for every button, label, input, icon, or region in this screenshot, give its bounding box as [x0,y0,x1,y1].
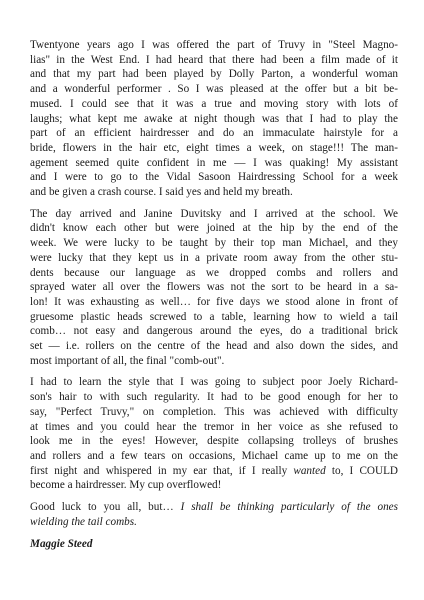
text-line: gruesome plastic heads screwed to a table, learning how to wield a tail [30,310,398,323]
text-segment: first night and whispered in my ear that, if I really [30,464,294,477]
text-line: say, "Perfect Truvy," on completion. This was achieved with difficulty [30,405,398,418]
text-line: son's hair to with such regularity. It had to be good enough for her to [30,391,398,404]
text-line: become a hairdresser. My cup overflowed! [30,479,222,492]
text-line: week. We were lucky to be taught by their top man Michael, and they [30,237,398,250]
text-line: bride, flowers in the hair etc, eight times a week, on stage!!! The man- [30,141,398,154]
text-line: agement seemed quite confident in me — I was quaking! My assistant [30,156,398,169]
paragraph-1 [30,38,398,200]
text-line: didn't know each other but were joined at the hip by the end of the [30,222,398,235]
signature: Maggie Steed [30,537,93,550]
text-line: dents because our language as we dropped combs and rollers and [30,266,398,279]
text-line: Twentyone years ago I was offered the part of Truvy in "Steel Magno- [30,39,398,51]
text-line: and that my part had been played by Dolly Parton, a wonderful woman [30,68,398,81]
letter-page [30,38,398,551]
paragraph-3 [30,375,398,493]
text-line: look me in the eyes! However, despite collapsing trolleys of brushes [30,435,398,448]
text-line: sprayed water all over the flowers was not the sort to be heard in a sa- [30,281,398,294]
emphasis-text: wielding the tail combs. [30,515,137,528]
emphasis-text: wanted [293,464,326,477]
text-line: and rollers and a few tears on occasions, Michael came up to me on the [30,449,398,462]
text-line: most important of all, the final "comb-out". [30,354,225,367]
paragraph-4 [30,500,398,529]
text-line: and be given a crash course. I said yes and held my breath. [30,186,293,199]
paragraph-2 [30,207,398,369]
text-segment: Good luck to you all, but… [30,501,181,514]
emphasis-text: I shall be thinking particularly of the ones [180,501,398,514]
text-line: and I were to go to the Vidal Sasoon Hairdressing School for a week [30,171,398,184]
text-line [30,515,398,530]
text-segment: to, I COULD [325,464,398,477]
text-line: The day arrived and Janine Duvitsky and I arrived at the school. We [30,207,398,220]
text-line [30,464,398,479]
text-line [30,500,398,515]
text-line: mused. I could see that it was a true and moving story with lots of [30,97,398,110]
text-line: I had to learn the style that I was going to subject poor Joely Richard- [30,376,398,389]
text-line: and a wonderful performer . So I was pleased at the offer but a bit be- [30,83,398,96]
text-line: set — i.e. rollers on the centre of the head and also down the sides, and [30,340,398,353]
text-line: lon! It was exhausting as well… for five days we stood alone in front of [30,295,398,308]
text-line: part of an efficient hairdresser and do an immaculate hairstyle for a [30,127,398,140]
text-line: lias" in the West End. I had heard that there had been a film made of it [30,53,398,66]
text-line: at times and you could hear the tremor in her voice as she refused to [30,420,398,433]
text-line: laughs; what kept me awake at night though was that I had to play the [30,112,398,125]
text-line: were lucky that they kept us in a private room away from the other stu- [30,251,398,264]
text-line: comb… not easy and dangerous around the eyes, do a traditional brick [30,325,398,338]
